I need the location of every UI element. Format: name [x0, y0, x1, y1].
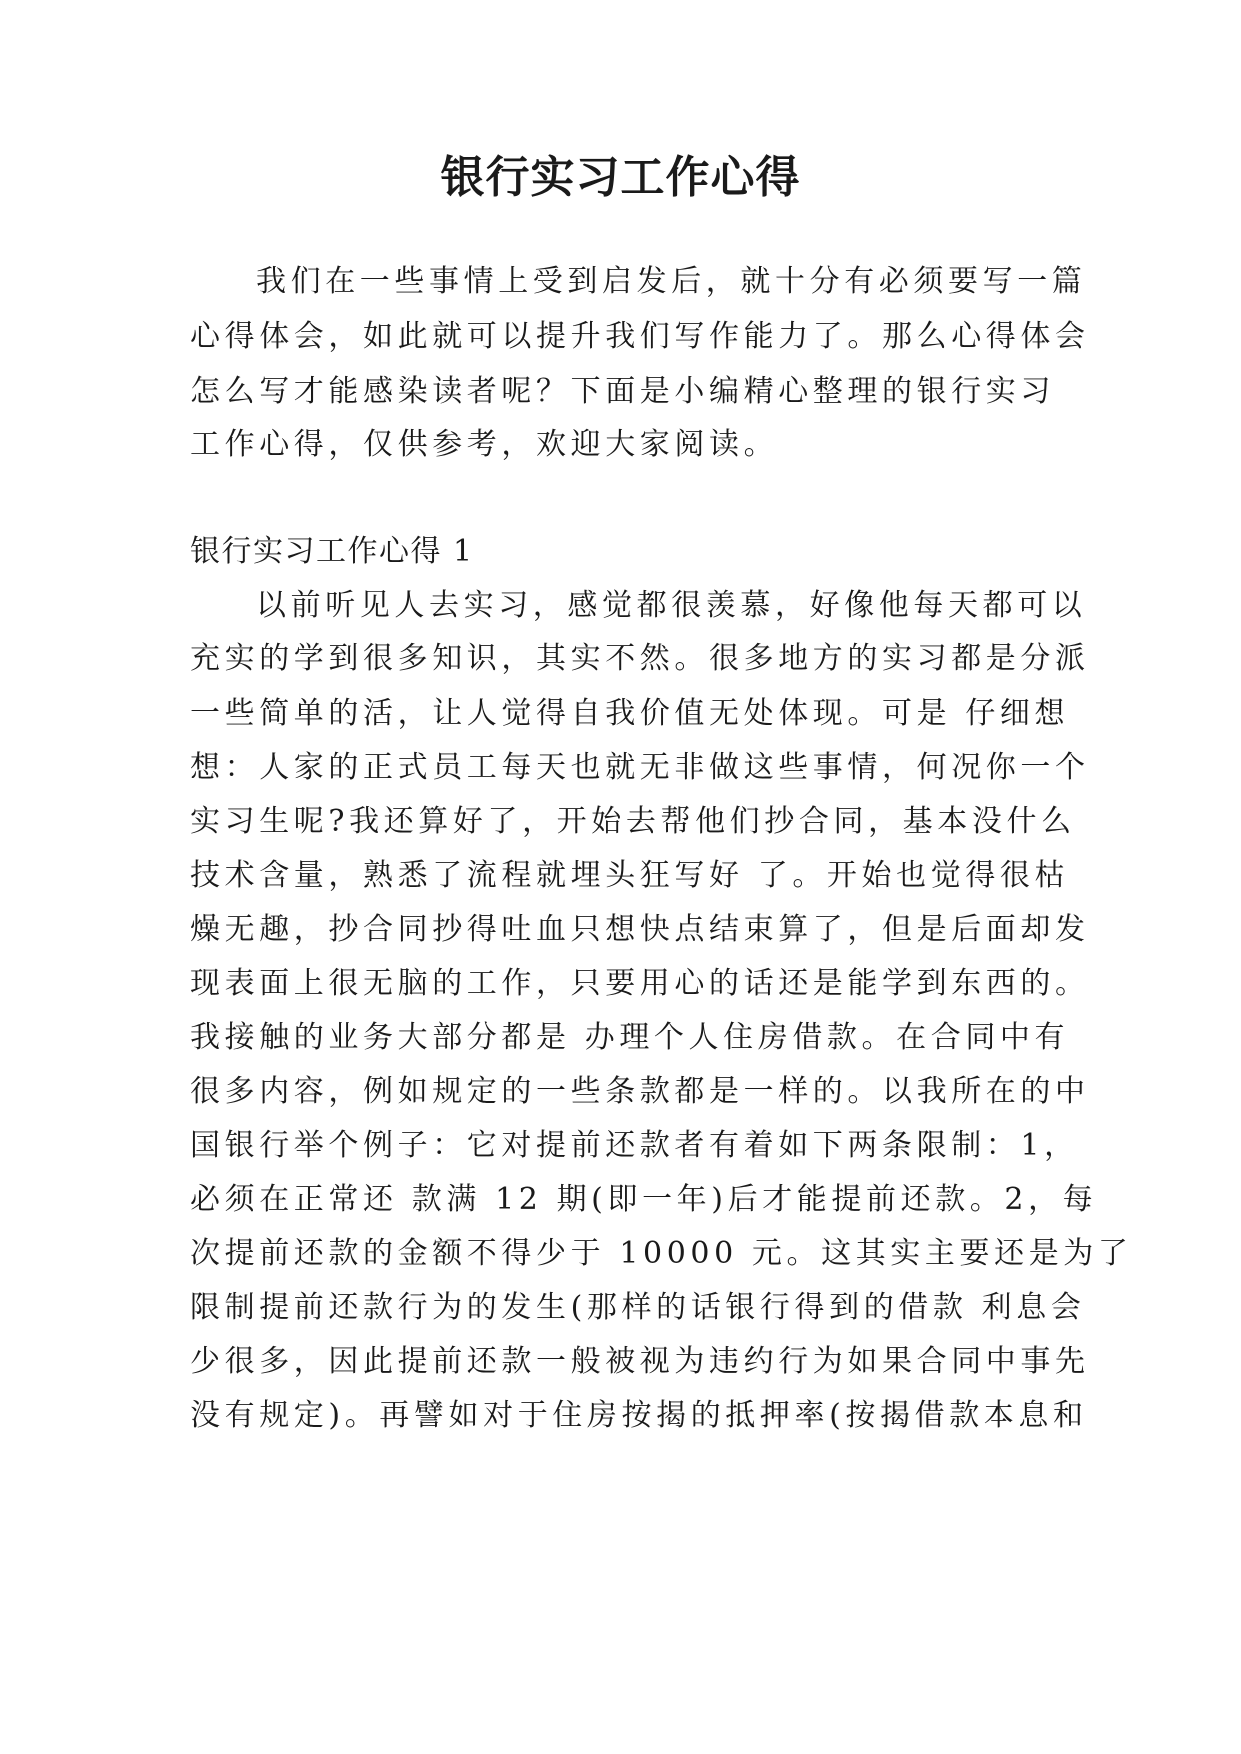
document-title: 银行实习工作心得	[440, 152, 801, 203]
intro-line: 怎么写才能感染读者呢？下面是小编精心整理的银行实习	[190, 374, 1055, 409]
body-line: 一些简单的活，让人觉得自我价值无处体现。可是 仔细想	[190, 696, 1070, 731]
body-line: 现表面上很无脑的工作，只要用心的话还是能学到东西的。	[190, 966, 1090, 1001]
body-line: 必须在正常还 款满 12 期(即一年)后才能提前还款。2，每	[190, 1182, 1098, 1217]
body-line: 很多内容，例如规定的一些条款都是一样的。以我所在的中	[190, 1074, 1090, 1109]
body-line: 我接触的业务大部分都是 办理个人住房借款。在合同中有	[190, 1020, 1070, 1055]
intro-line: 我们在一些事情上受到启发后，就十分有必须要写一篇	[256, 264, 1087, 299]
body-line: 国银行举个例子：它对提前还款者有着如下两条限制：1，	[190, 1128, 1079, 1163]
body-line: 充实的学到很多知识，其实不然。很多地方的实习都是分派	[190, 641, 1090, 676]
body-line: 技术含量，熟悉了流程就埋头狂写好 了。开始也觉得很枯	[190, 858, 1070, 893]
section-heading: 银行实习工作心得 1	[190, 534, 474, 569]
body-line: 次提前还款的金额不得少于 10000 元。这其实主要还是为了	[190, 1236, 1133, 1271]
body-line: 少很多，因此提前还款一般被视为违约行为如果合同中事先	[190, 1344, 1090, 1379]
intro-line: 工作心得，仅供参考，欢迎大家阅读。	[190, 427, 779, 462]
body-line: 没有规定)。再譬如对于住房按揭的抵押率(按揭借款本息和	[190, 1398, 1088, 1433]
body-line: 限制提前还款行为的发生(那样的话银行得到的借款 利息会	[190, 1290, 1086, 1325]
body-line: 燥无趣，抄合同抄得吐血只想快点结束算了，但是后面却发	[190, 912, 1090, 947]
body-line: 想：人家的正式员工每天也就无非做这些事情，何况你一个	[190, 750, 1090, 785]
body-line: 以前听见人去实习，感觉都很羡慕，好像他每天都可以	[256, 588, 1087, 623]
intro-line: 心得体会，如此就可以提升我们写作能力了。那么心得体会	[190, 319, 1090, 354]
body-line: 实习生呢?我还算好了，开始去帮他们抄合同，基本没什么	[190, 804, 1076, 839]
